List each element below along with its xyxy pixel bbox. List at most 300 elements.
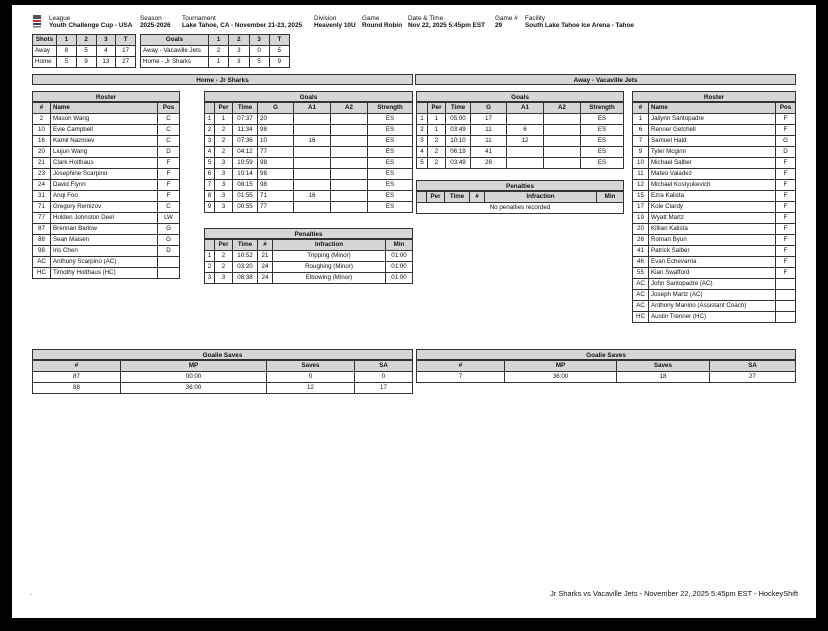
goals-header: Goals	[141, 35, 209, 46]
table-cell: 3	[229, 46, 249, 57]
table-cell: 12	[633, 180, 649, 191]
table-row	[205, 191, 413, 202]
table-cell: ES	[368, 147, 413, 158]
table-cell: 2	[215, 147, 233, 158]
table-cell: 3	[215, 273, 233, 284]
table-cell: G	[776, 136, 796, 147]
table-cell: Away - Vacaville Jets	[141, 46, 209, 57]
table-cell: 19	[633, 213, 649, 224]
infraction-header: Infraction	[273, 240, 386, 251]
goal-scorer-header: G	[471, 103, 507, 114]
away-roster-title: Roster	[632, 91, 796, 102]
table-cell: 5	[57, 57, 77, 68]
shots-header-row	[33, 35, 136, 46]
table-row	[417, 125, 624, 136]
shots-against-header: SA	[355, 361, 413, 372]
table-cell: David Flynn	[51, 180, 158, 191]
table-cell: F	[776, 246, 796, 257]
table-cell: 4	[417, 147, 428, 158]
table-cell	[294, 114, 331, 125]
table-cell: 3	[205, 273, 215, 284]
table-cell: 21	[258, 251, 273, 262]
table-cell: 0	[249, 46, 269, 57]
goals-summary-table	[140, 34, 290, 68]
table-cell: 1	[209, 57, 229, 68]
table-row	[33, 180, 180, 191]
table-cell: 9	[76, 57, 96, 68]
table-cell: 10:14	[233, 169, 258, 180]
minutes-played-header: MP	[121, 361, 267, 372]
period-header: Per	[427, 192, 445, 203]
table-cell: F	[776, 202, 796, 213]
table-cell	[331, 169, 368, 180]
table-cell: 12	[507, 136, 544, 147]
table-row	[205, 262, 413, 273]
table-row	[633, 169, 796, 180]
table-row	[205, 202, 413, 213]
table-cell: LW	[158, 213, 180, 224]
table-cell: C	[158, 125, 180, 136]
table-cell: 3	[205, 136, 215, 147]
table-cell: Joseph Martz (AC)	[649, 290, 776, 301]
table-cell: Anqi Foo	[51, 191, 158, 202]
table-cell: G	[158, 235, 180, 246]
penalties-header-row	[205, 240, 413, 251]
strength-header: Strength	[581, 103, 624, 114]
period-header: Per	[215, 103, 233, 114]
table-cell: 05:00	[446, 114, 471, 125]
table-cell: 20	[258, 114, 294, 125]
table-row	[33, 46, 136, 57]
table-cell: 7	[417, 372, 505, 383]
away-roster-table	[632, 102, 796, 323]
saves-header: Saves	[267, 361, 355, 372]
table-row	[205, 251, 413, 262]
table-cell: ES	[368, 136, 413, 147]
table-cell: 2	[209, 46, 229, 57]
table-cell: 77	[258, 147, 294, 158]
table-row	[33, 114, 180, 125]
period-3-header: 3	[96, 35, 116, 46]
table-row	[417, 158, 624, 169]
scoresheet-page	[12, 5, 816, 618]
time-header: Time	[445, 192, 470, 203]
table-row	[33, 268, 180, 279]
table-cell: 8	[205, 191, 215, 202]
table-cell: 1	[417, 114, 428, 125]
table-cell: Brennan Barlow	[51, 224, 158, 235]
assist-2-header: A2	[331, 103, 368, 114]
table-cell	[294, 202, 331, 213]
time-header: Time	[233, 240, 258, 251]
table-cell: 17	[116, 46, 136, 57]
table-cell: ES	[368, 191, 413, 202]
assist-1-header: A1	[507, 103, 544, 114]
table-cell: 10	[633, 158, 649, 169]
table-cell: 71	[33, 202, 51, 213]
table-cell: 6	[633, 125, 649, 136]
table-cell: 46	[633, 257, 649, 268]
table-row	[33, 158, 180, 169]
table-cell: 10:52	[233, 251, 258, 262]
minutes-played-header: MP	[505, 361, 617, 372]
table-cell: AC	[633, 279, 649, 290]
table-cell: Wyatt Martz	[649, 213, 776, 224]
shots-summary-table	[32, 34, 136, 68]
table-row	[633, 268, 796, 279]
table-cell: 06:19	[446, 147, 471, 158]
table-cell: Roman Byun	[649, 235, 776, 246]
table-cell: 24	[258, 273, 273, 284]
table-cell: Anthony Scarpino (AC)	[51, 257, 158, 268]
table-cell: 3	[215, 180, 233, 191]
table-row	[33, 125, 180, 136]
table-cell: 24	[258, 262, 273, 273]
position-header: Pos	[776, 103, 796, 114]
away-team-title: Away - Vacaville Jets	[415, 74, 796, 85]
goals-header-row	[417, 103, 624, 114]
table-cell: 04:12	[233, 147, 258, 158]
table-cell: ES	[368, 202, 413, 213]
table-cell: Kamil Nazmiev	[51, 136, 158, 147]
table-cell: 8	[57, 46, 77, 57]
table-cell: ES	[581, 147, 624, 158]
table-cell: F	[776, 158, 796, 169]
table-cell: D	[158, 246, 180, 257]
table-row	[33, 224, 180, 235]
table-cell: Michael Kostyukevich	[649, 180, 776, 191]
table-row	[633, 136, 796, 147]
table-cell: 2	[33, 114, 51, 125]
goalie-number-header: #	[417, 361, 505, 372]
table-cell: Ezra Kalista	[649, 191, 776, 202]
table-cell: 2	[428, 136, 446, 147]
table-cell: John Santopadre (AC)	[649, 279, 776, 290]
table-cell: Holden Johnston Deel	[51, 213, 158, 224]
table-cell: Austin Trenner (HC)	[649, 312, 776, 323]
table-cell: C	[158, 136, 180, 147]
table-cell: D	[776, 147, 796, 158]
table-cell: 9	[269, 57, 289, 68]
away-penalties-table	[416, 191, 624, 214]
table-cell: 12	[267, 383, 355, 394]
table-cell: 0	[355, 372, 413, 383]
table-cell: 17	[355, 383, 413, 394]
table-cell: F	[776, 125, 796, 136]
table-cell: 2	[215, 262, 233, 273]
shots-against-header: SA	[710, 361, 796, 372]
table-cell: 01:00	[386, 273, 413, 284]
table-cell: 07:37	[233, 114, 258, 125]
table-cell: Jailynn Santopadre	[649, 114, 776, 125]
table-cell: ES	[581, 158, 624, 169]
table-cell: G	[158, 224, 180, 235]
table-cell	[507, 114, 544, 125]
table-cell: AC	[33, 257, 51, 268]
table-cell: 55	[633, 268, 649, 279]
table-cell: 5	[205, 158, 215, 169]
table-cell: 15	[633, 191, 649, 202]
table-cell: Liujun Wang	[51, 147, 158, 158]
period-header: Per	[428, 103, 446, 114]
table-cell: Evie Campbell	[51, 125, 158, 136]
number-header: #	[33, 103, 51, 114]
table-cell: ES	[368, 125, 413, 136]
period-2-header: 2	[76, 35, 96, 46]
header-tournament: Tournament Lake Tahoe, CA - November 21-23, 2025	[182, 15, 303, 29]
table-cell: 10:10	[446, 136, 471, 147]
table-row	[205, 273, 413, 284]
number-header: #	[633, 103, 649, 114]
table-cell: Sean Maisen	[51, 235, 158, 246]
table-cell: F	[776, 224, 796, 235]
table-cell: 4	[205, 147, 215, 158]
table-cell: Killian Kalista	[649, 224, 776, 235]
table-cell: F	[158, 158, 180, 169]
table-cell: 08:38	[233, 273, 258, 284]
name-header: Name	[649, 103, 776, 114]
table-cell	[507, 147, 544, 158]
table-cell: F	[776, 180, 796, 191]
table-row	[417, 147, 624, 158]
table-row	[205, 136, 413, 147]
table-cell: 88	[33, 383, 121, 394]
table-cell: 2	[215, 125, 233, 136]
table-cell: 27	[116, 57, 136, 68]
table-cell: Elbowing (Minor)	[273, 273, 386, 284]
table-cell: 3	[215, 158, 233, 169]
table-row	[633, 180, 796, 191]
time-header: Time	[446, 103, 471, 114]
table-row	[33, 136, 180, 147]
table-cell: 1	[205, 114, 215, 125]
table-cell: 87	[33, 372, 121, 383]
table-cell	[331, 180, 368, 191]
table-cell: 10:59	[233, 158, 258, 169]
table-cell: AC	[633, 301, 649, 312]
table-cell: 2	[205, 262, 215, 273]
period-header: Per	[215, 240, 233, 251]
table-cell: 2	[428, 147, 446, 158]
table-cell: 2	[215, 251, 233, 262]
table-cell: 03:49	[446, 158, 471, 169]
home-team-title: Home - Jr Sharks	[32, 74, 413, 85]
player-number-header: #	[470, 192, 485, 203]
table-row	[33, 191, 180, 202]
penalties-header-row	[417, 192, 624, 203]
table-row	[33, 246, 180, 257]
table-row	[417, 203, 624, 214]
assist-2-header: A2	[544, 103, 581, 114]
table-cell: Home	[33, 57, 57, 68]
table-cell	[544, 147, 581, 158]
away-goals-title: Goals	[416, 91, 624, 102]
table-row	[141, 46, 290, 57]
table-cell: Anthony Manino (Assistant Coach)	[649, 301, 776, 312]
table-cell: D	[158, 147, 180, 158]
table-cell: ES	[368, 169, 413, 180]
goalie-header-row	[417, 361, 796, 372]
assist-1-header: A1	[294, 103, 331, 114]
table-cell: F	[776, 235, 796, 246]
table-cell: C	[158, 202, 180, 213]
table-cell: 23	[33, 169, 51, 180]
table-cell: 16	[33, 136, 51, 147]
table-cell: 01:00	[386, 262, 413, 273]
table-cell: Home - Jr Sharks	[141, 57, 209, 68]
table-cell: F	[158, 169, 180, 180]
table-cell: 13	[96, 57, 116, 68]
header-division: Division Heavenly 10U	[314, 15, 356, 29]
table-cell: 11	[471, 136, 507, 147]
table-cell	[776, 312, 796, 323]
table-cell: 2	[428, 158, 446, 169]
header-game: Game Round Robin	[362, 15, 403, 29]
name-header: Name	[51, 103, 158, 114]
table-cell: 27	[710, 372, 796, 383]
table-cell: 98	[258, 169, 294, 180]
table-cell	[294, 169, 331, 180]
table-row	[33, 383, 413, 394]
header-league: League Youth Challenge Cup - USA	[49, 15, 133, 29]
table-cell	[294, 147, 331, 158]
table-cell: 41	[633, 246, 649, 257]
table-row	[633, 279, 796, 290]
table-cell: 77	[258, 202, 294, 213]
table-cell: 88	[33, 235, 51, 246]
away-goalie-saves-title: Goalie Saves	[416, 349, 796, 360]
table-row	[33, 235, 180, 246]
table-cell: F	[776, 257, 796, 268]
header-season: Season 2025-2026	[140, 15, 171, 29]
footer-text: Jr Sharks vs Vacaville Jets - November 22, 2025 5:45pm EST - HockeyShift	[550, 589, 798, 598]
header-game-number: Game # 29	[495, 15, 518, 29]
table-cell: 16	[294, 191, 331, 202]
table-cell: 1	[428, 125, 446, 136]
table-row	[33, 147, 180, 158]
table-cell: 87	[33, 224, 51, 235]
table-cell: Gregory Remizov	[51, 202, 158, 213]
home-penalties-table	[204, 239, 413, 284]
table-cell: ES	[581, 125, 624, 136]
table-cell: 11:34	[233, 125, 258, 136]
table-row	[633, 290, 796, 301]
league-logo-icon	[32, 14, 42, 33]
table-cell: 3	[215, 191, 233, 202]
period-3-header: 3	[249, 35, 269, 46]
table-cell: C	[158, 114, 180, 125]
table-cell: 01:00	[386, 251, 413, 262]
away-goals-table	[416, 102, 624, 169]
table-cell: F	[776, 191, 796, 202]
table-cell: 18	[617, 372, 710, 383]
table-cell: 17	[471, 114, 507, 125]
table-row	[205, 158, 413, 169]
minutes-header: Min	[597, 192, 624, 203]
table-row	[633, 202, 796, 213]
table-cell	[158, 268, 180, 279]
table-row	[33, 169, 180, 180]
table-row	[33, 57, 136, 68]
home-goalie-saves-title: Goalie Saves	[32, 349, 413, 360]
table-cell: 3	[215, 169, 233, 180]
header-datetime: Date & Time Nov 22, 2025 5:45pm EST	[408, 15, 486, 29]
period-2-header: 2	[229, 35, 249, 46]
table-cell	[294, 158, 331, 169]
table-cell: 10	[258, 136, 294, 147]
table-cell	[776, 301, 796, 312]
table-cell: 9	[633, 147, 649, 158]
position-header: Pos	[158, 103, 180, 114]
roster-header-row	[633, 103, 796, 114]
table-cell: 1	[205, 251, 215, 262]
table-cell: 41	[471, 147, 507, 158]
table-cell: Michael Salber	[649, 158, 776, 169]
table-cell: ES	[581, 114, 624, 125]
infraction-header: Infraction	[485, 192, 597, 203]
table-cell: HC	[33, 268, 51, 279]
total-header: T	[116, 35, 136, 46]
table-cell: 00:00	[121, 372, 267, 383]
roster-header-row	[33, 103, 180, 114]
table-cell: Tyler Mcginn	[649, 147, 776, 158]
home-goals-title: Goals	[204, 91, 413, 102]
table-cell	[294, 180, 331, 191]
table-cell: 5	[269, 46, 289, 57]
table-cell: 36:00	[121, 383, 267, 394]
table-cell: 9	[205, 202, 215, 213]
table-cell: F	[776, 213, 796, 224]
table-cell: Evan Echevarria	[649, 257, 776, 268]
strength-header: Strength	[368, 103, 413, 114]
table-cell	[544, 114, 581, 125]
table-cell: 10	[33, 125, 51, 136]
table-cell: 21	[33, 158, 51, 169]
table-cell: F	[158, 180, 180, 191]
table-row	[417, 372, 796, 383]
table-cell: 31	[33, 191, 51, 202]
table-cell	[776, 279, 796, 290]
table-cell	[507, 158, 544, 169]
table-row	[205, 125, 413, 136]
table-cell: 3	[229, 57, 249, 68]
table-cell: 36:00	[505, 372, 617, 383]
table-cell: 77	[33, 213, 51, 224]
no-penalties-text: No penalties recorded	[417, 203, 624, 214]
table-cell: Patrick Salber	[649, 246, 776, 257]
table-cell: ES	[368, 114, 413, 125]
table-cell: F	[776, 268, 796, 279]
table-row	[633, 257, 796, 268]
table-cell: Iris Chen	[51, 246, 158, 257]
table-cell: 20	[633, 224, 649, 235]
table-cell: 1	[633, 114, 649, 125]
table-row	[33, 372, 413, 383]
table-cell: 7	[633, 136, 649, 147]
home-roster-table	[32, 102, 180, 279]
period-1-header: 1	[209, 35, 229, 46]
saves-header: Saves	[617, 361, 710, 372]
table-cell: 6	[205, 169, 215, 180]
table-cell: Away	[33, 46, 57, 57]
table-cell	[544, 158, 581, 169]
table-row	[633, 224, 796, 235]
table-row	[633, 235, 796, 246]
goals-header-row	[205, 103, 413, 114]
table-cell: F	[158, 191, 180, 202]
table-cell: 24	[33, 180, 51, 191]
table-cell: 1	[215, 114, 233, 125]
